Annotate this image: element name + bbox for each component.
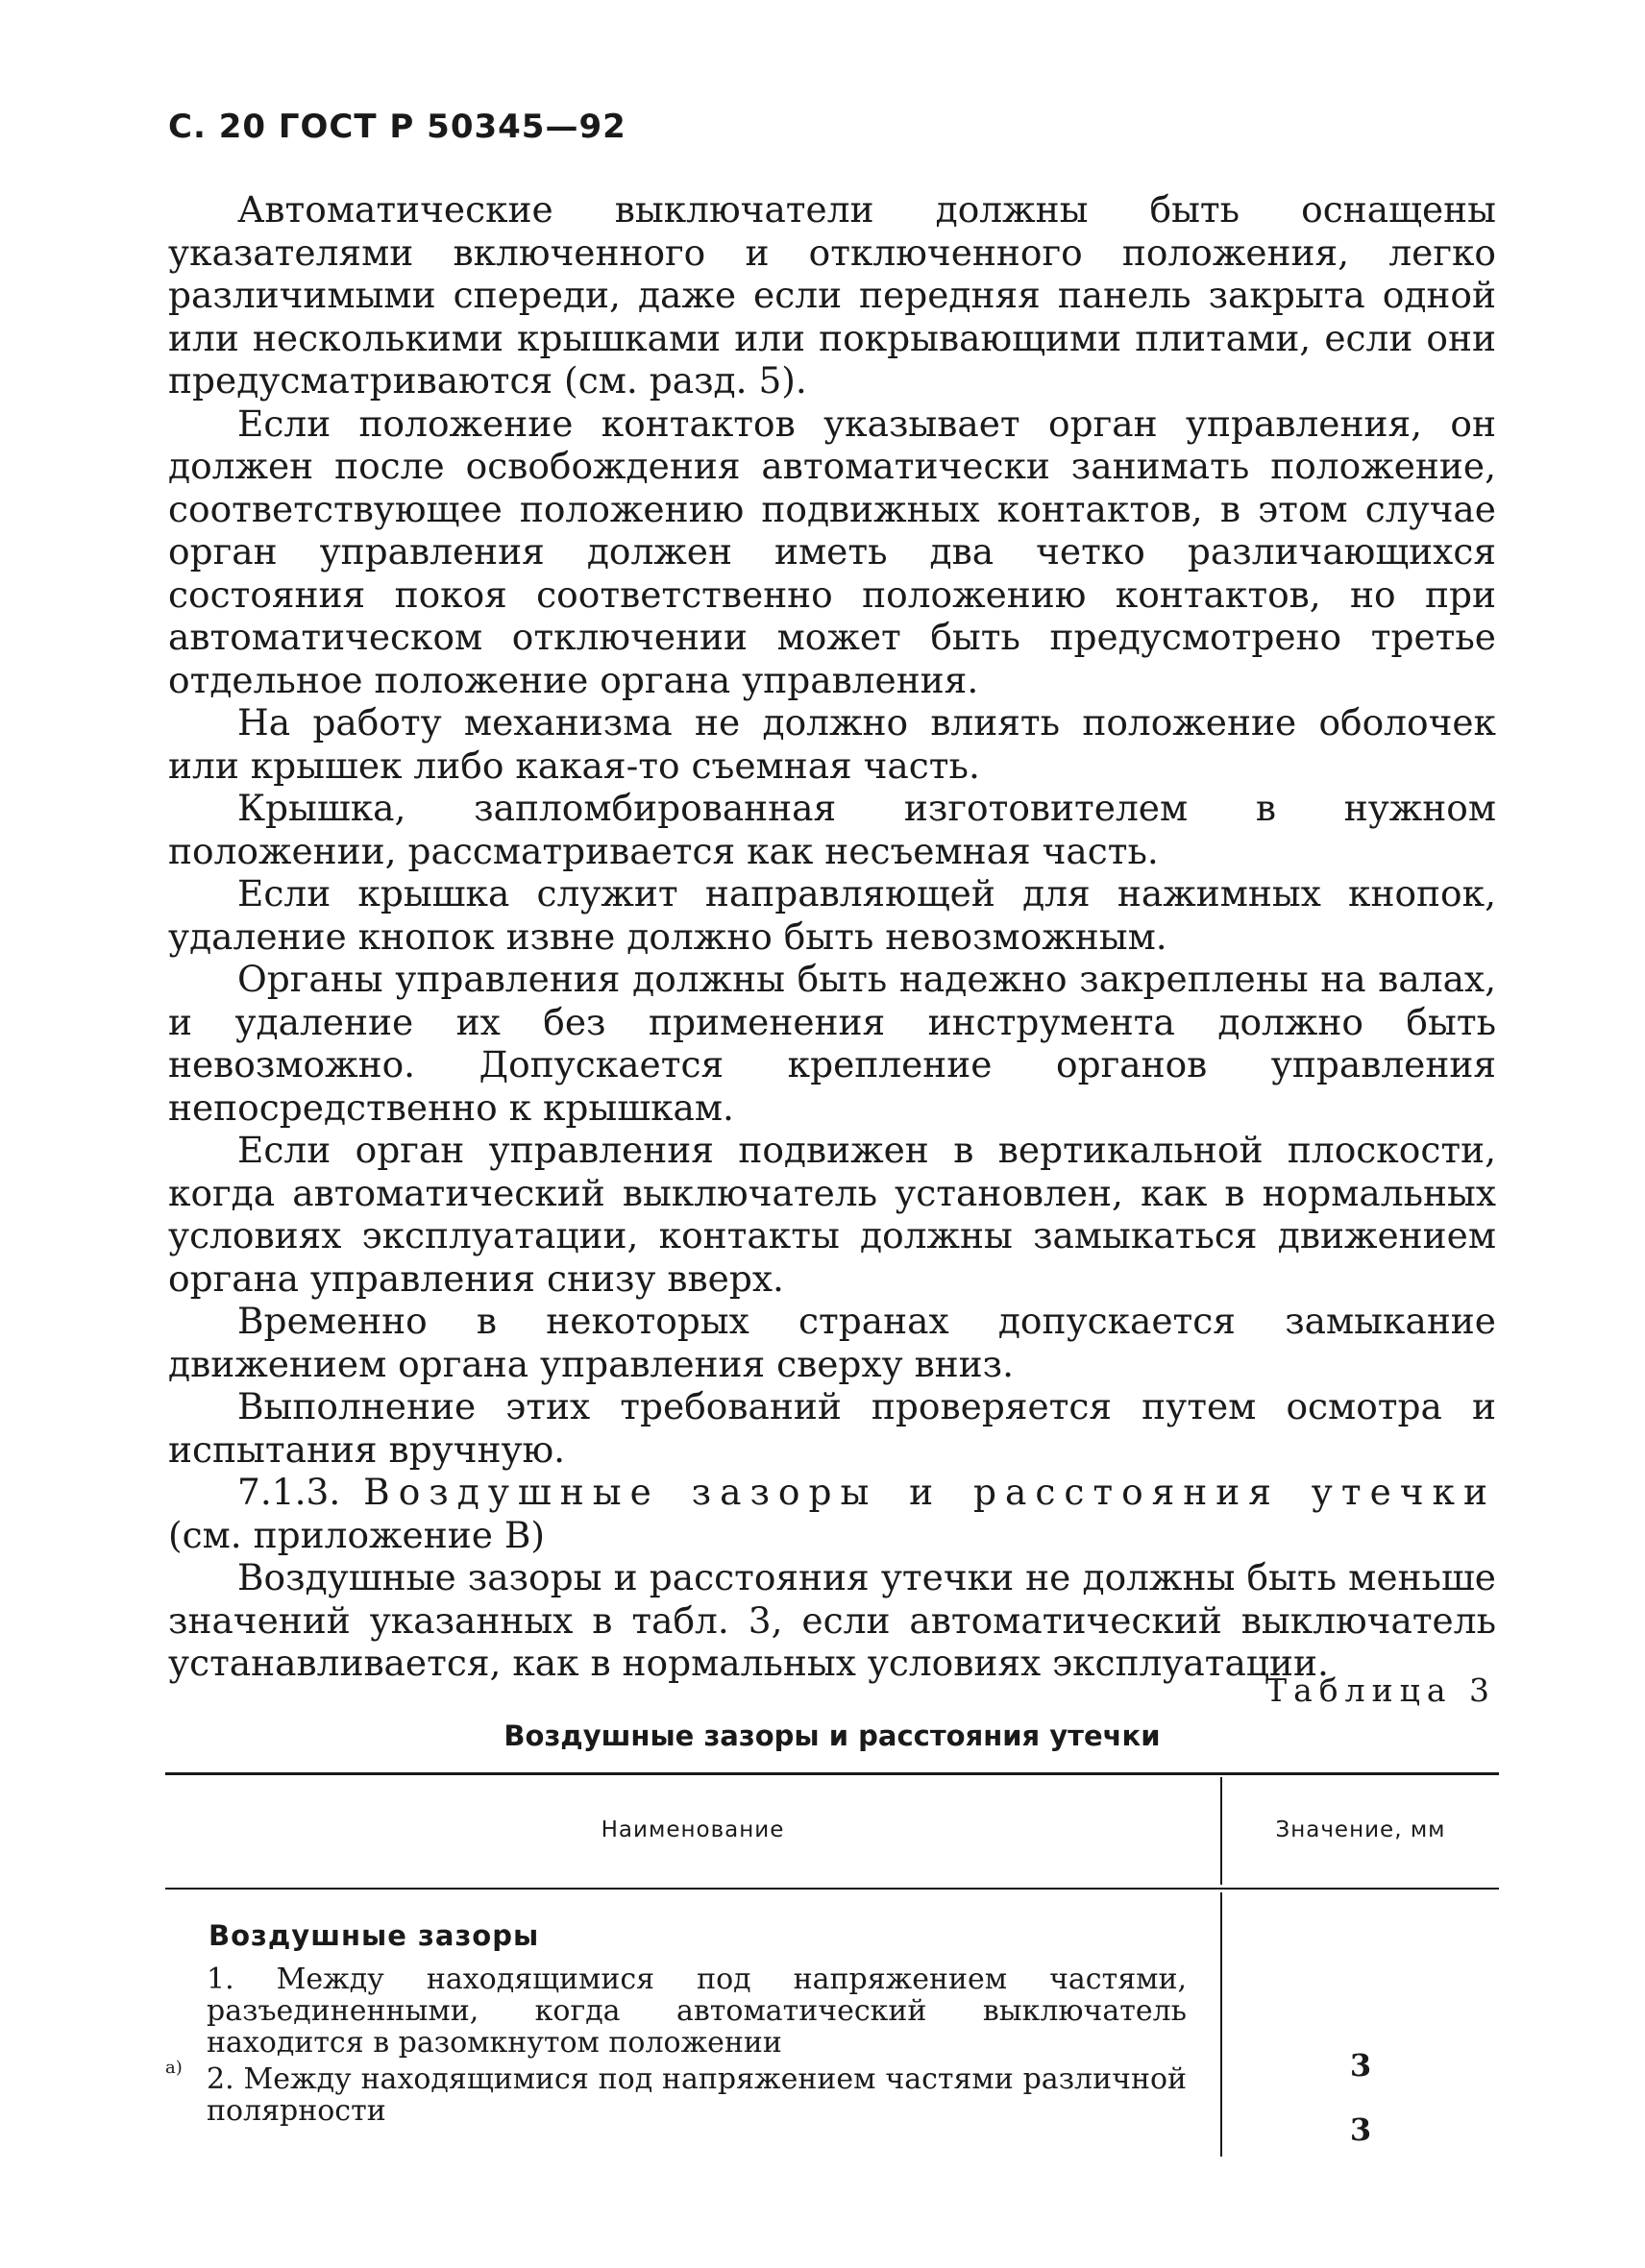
column-header-name: Наименование (601, 1817, 785, 1842)
paragraph: Органы управления должны быть надежно закреплены на валах, и удаление их без применения инструмента должно быть невозможно. Допускается крепление органов управления непосредственно к крышкам. (168, 958, 1496, 1129)
section-reference: (см. приложение В) (168, 1513, 546, 1556)
table-row (165, 2063, 1187, 2127)
paragraph: Если крышка служит направляющей для нажимных кнопок, удаление кнопок извне должно быть невозможным. (168, 872, 1496, 958)
page-header: С. 20 ГОСТ Р 50345—92 (168, 108, 626, 146)
table-row-text: 1. Между находящимися под напряжением частями, разъединенными, когда автоматический выключатель находится в разомкнутом положении (207, 1963, 1187, 2060)
table-header-rule (165, 1888, 1499, 1890)
table-row-footnote: а) (165, 2058, 183, 2078)
section-paragraph: Воздушные зазоры и расстояния утечки не должны быть меньше значений указанных в табл. 3, если автоматический выключатель устанавливается, как в нормальных условиях эксплуатации. (168, 1556, 1496, 1684)
section-title: Воздушные зазоры и расстояния утечки (363, 1471, 1496, 1513)
section-number: 7.1.3. (237, 1471, 341, 1513)
paragraph: Временно в некоторых странах допускается замыкание движением органа управления сверху вниз. (168, 1300, 1496, 1385)
paragraph: Крышка, запломбированная изготовителем в нужном положении, рассматривается как несъемная часть. (168, 787, 1496, 872)
table-row-value: 3 (1349, 2047, 1372, 2084)
paragraph: Выполнение этих требований проверяется путем осмотра и испытания вручную. (168, 1385, 1496, 1471)
section-heading (168, 1471, 1496, 1556)
paragraph: Если положение контактов указывает орган управления, он должен после освобождения автоматически занимать положение, соответствующее положению подвижных контактов, в этом случае орган управления должен иметь два четко различающихся состояния покоя соответственно положению контактов, но при автоматическом отключении может быть предусмотрено третье отдельное положение органа управления. (168, 402, 1496, 701)
table-label: Таблица 3 (1265, 1671, 1496, 1709)
table-section-title: Воздушные зазоры (209, 1919, 540, 1952)
table-row-text: 2. Между находящимися под напряжением частями различной полярности (207, 2062, 1187, 2128)
table-title: Воздушные зазоры и расстояния утечки (503, 1719, 1161, 1752)
paragraph: Автоматические выключатели должны быть оснащены указателями включенного и отключенного положения, легко различимыми спереди, даже если передняя панель закрыта одной или несколькими крышками или покрывающими плитами, если они предусматриваются (см. разд. 5). (168, 188, 1496, 402)
column-header-value: Значение, мм (1275, 1817, 1446, 1842)
body-text (168, 188, 1496, 1685)
table-row-value: 3 (1349, 2111, 1372, 2148)
paragraph: На работу механизма не должно влиять положение оболочек или крышек либо какая-то съемная часть. (168, 701, 1496, 787)
paragraph: Если орган управления подвижен в вертикальной плоскости, когда автоматический выключатель установлен, как в нормальных условиях эксплуатации, контакты должны замыкаться движением органа управления снизу вверх. (168, 1129, 1496, 1300)
table-top-rule (165, 1772, 1499, 1775)
